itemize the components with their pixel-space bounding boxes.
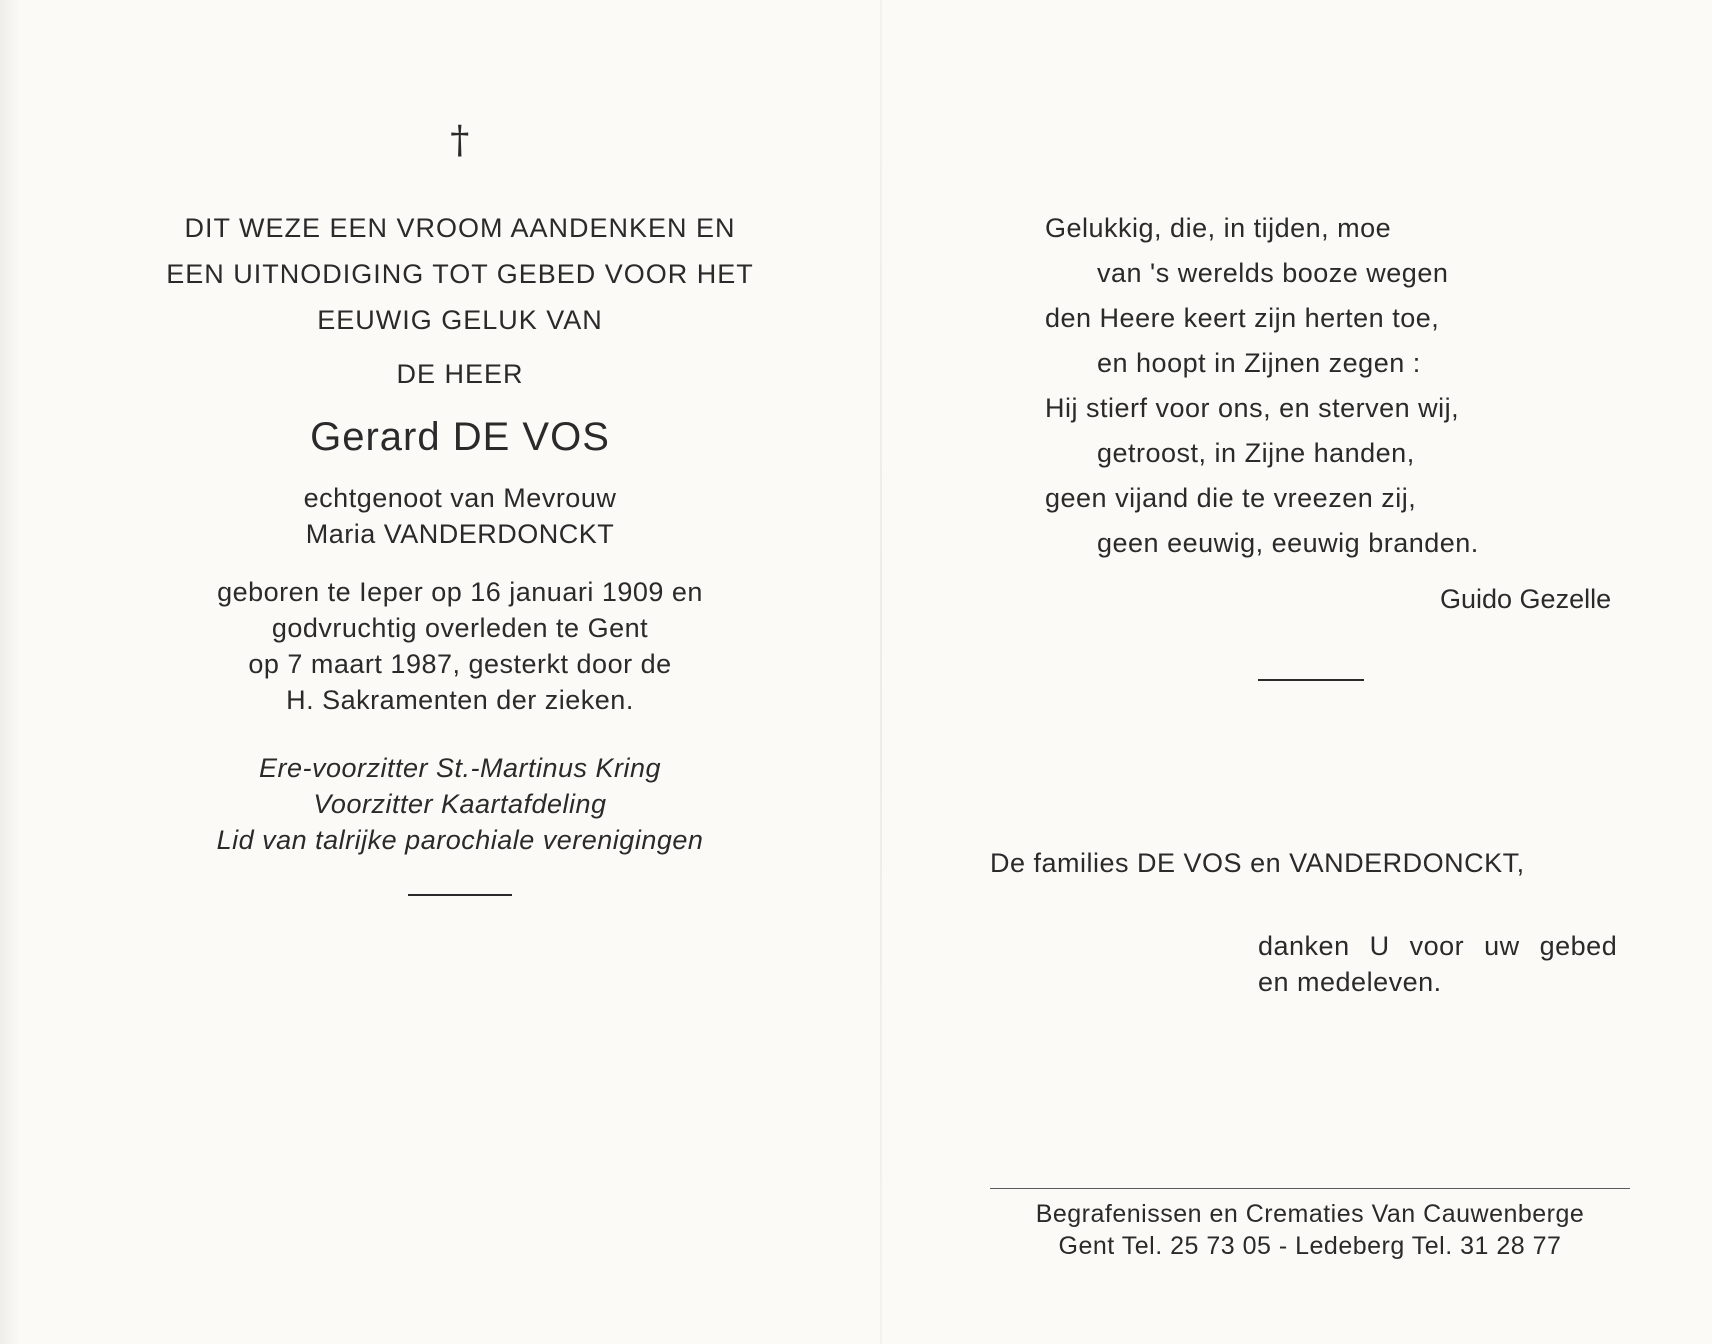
cross-icon: † — [450, 118, 470, 162]
intro-line: EEUWIG GELUK VAN — [317, 305, 603, 335]
poem — [1045, 206, 1645, 566]
poem-line: geen eeuwig, eeuwig branden. — [1097, 528, 1479, 558]
intro-line: DIT WEZE EEN VROOM AANDENKEN EN — [184, 213, 736, 243]
life-line: godvruchtig overleden te Gent — [271, 613, 649, 643]
center-fold — [880, 0, 882, 1344]
spouse-line: echtgenoot van Mevrouw — [303, 483, 617, 513]
thanks-line: en medeleven. — [1258, 967, 1442, 997]
life-dates — [140, 574, 780, 718]
spouse-line: Maria VANDERDONCKT — [305, 519, 615, 549]
poem-author: Guido Gezelle — [1440, 584, 1612, 614]
poem-line: Hij stierf voor ons, en sterven wij, — [1045, 393, 1460, 423]
functions-list — [140, 750, 780, 858]
left-divider — [408, 894, 512, 896]
poem-line: van 's werelds booze wegen — [1097, 258, 1449, 288]
deceased-name: Gerard DE VOS — [310, 415, 610, 459]
poem-line: geen vijand die te vreezen zij, — [1045, 483, 1417, 513]
function-line: Ere-voorzitter St.-Martinus Kring — [258, 753, 662, 783]
funeral-divider — [990, 1188, 1630, 1189]
life-line: op 7 maart 1987, gesterkt door de — [248, 649, 672, 679]
spouse-info — [140, 480, 780, 552]
honorific-title: DE HEER — [396, 359, 524, 389]
poem-line: en hoopt in Zijnen zegen : — [1097, 348, 1421, 378]
thanks-family: De families DE VOS en VANDERDONCKT, — [990, 848, 1525, 878]
poem-line: Gelukkig, die, in tijden, moe — [1045, 213, 1392, 243]
poem-line: den Heere keert zijn herten toe, — [1045, 303, 1440, 333]
thanks-line: danken U voor uw gebed — [1258, 931, 1618, 961]
funeral-line: Gent Tel. 25 73 05 - Ledeberg Tel. 31 28 77 — [1058, 1232, 1562, 1260]
funeral-home — [990, 1198, 1630, 1262]
life-line: H. Sakramenten der zieken. — [286, 685, 634, 715]
function-line: Lid van talrijke parochiale verenigingen — [216, 825, 704, 855]
thanks-message — [1258, 928, 1632, 1000]
left-panel — [140, 120, 780, 896]
function-line: Voorzitter Kaartafdeling — [313, 789, 607, 819]
life-line: geboren te Ieper op 16 januari 1909 en — [217, 577, 703, 607]
intro-line: EEN UITNODIGING TOT GEBED VOOR HET — [166, 259, 754, 289]
funeral-line: Begrafenissen en Crematies Van Cauwenberge — [1035, 1200, 1585, 1228]
right-divider — [1258, 679, 1364, 681]
card-edge-shadow — [0, 0, 20, 1344]
intro-text — [140, 210, 780, 338]
poem-line: getroost, in Zijne handen, — [1097, 438, 1415, 468]
